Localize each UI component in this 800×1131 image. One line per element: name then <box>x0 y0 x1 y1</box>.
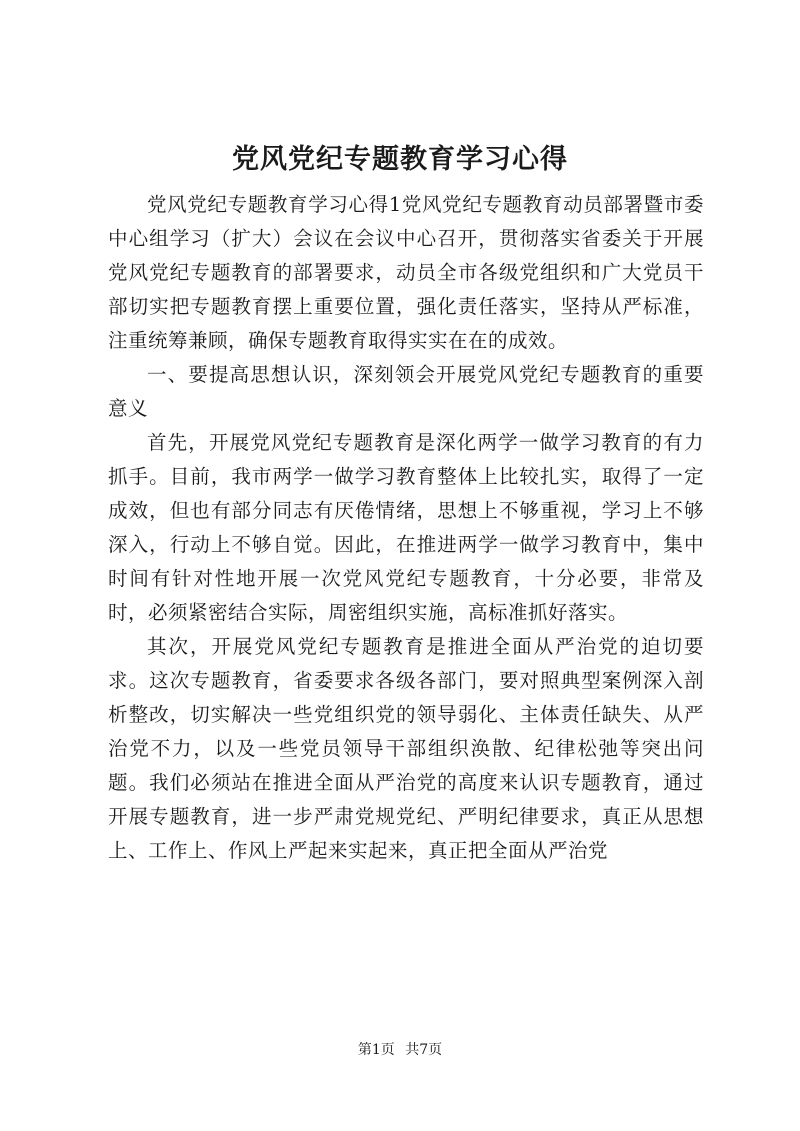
paragraph-intro: 党风党纪专题教育学习心得1党风党纪专题教育动员部署暨市委中心组学习（扩大）会议在会议中心召开，贯彻落实省委关于开展党风党纪专题教育的部署要求，动员全市各级党组织和广大党员干部切实把专题教育摆上重要位置，强化责任落实，坚持从严标准，注重统筹兼顾，确保专题教育取得实实在在的成效。 <box>108 193 704 352</box>
page-footer <box>0 1040 800 1060</box>
paragraph-section-heading: 一、要提高思想认识，深刻领会开展党风党纪专题教育的重要意义 <box>108 363 704 420</box>
document-title: 党风党纪专题教育学习心得 <box>232 144 568 175</box>
page-total: 共7页 <box>405 1042 443 1058</box>
paragraph-second-point: 其次，开展党风党纪专题教育是推进全面从严治党的迫切要求。这次专题教育，省委要求各级各部门，要对照典型案例深入剖析整改，切实解决一些党组织党的领导弱化、主体责任缺失、从严治党不力，以及一些党员领导干部组织涣散、纪律松弛等突出问题。我们必须站在推进全面从严治党的高度来认识专题教育，通过开展专题教育，进一步严肃党规党纪、严明纪律要求，真正从思想上、工作上、作风上严起来实起来，真正把全面从严治党 <box>108 635 704 862</box>
paragraph-first-point: 首先，开展党风党纪专题教育是深化两学一做学习教育的有力抓手。目前，我市两学一做学习教育整体上比较扎实，取得了一定成效，但也有部分同志有厌倦情绪，思想上不够重视，学习上不够深入，行动上不够自觉。因此，在推进两学一做学习教育中，集中时间有针对性地开展一次党风党纪专题教育，十分必要，非常及时，必须紧密结合实际，周密组织实施，高标准抓好落实。 <box>108 431 704 624</box>
document-body <box>108 188 704 868</box>
page-number: 第1页 <box>357 1042 395 1058</box>
